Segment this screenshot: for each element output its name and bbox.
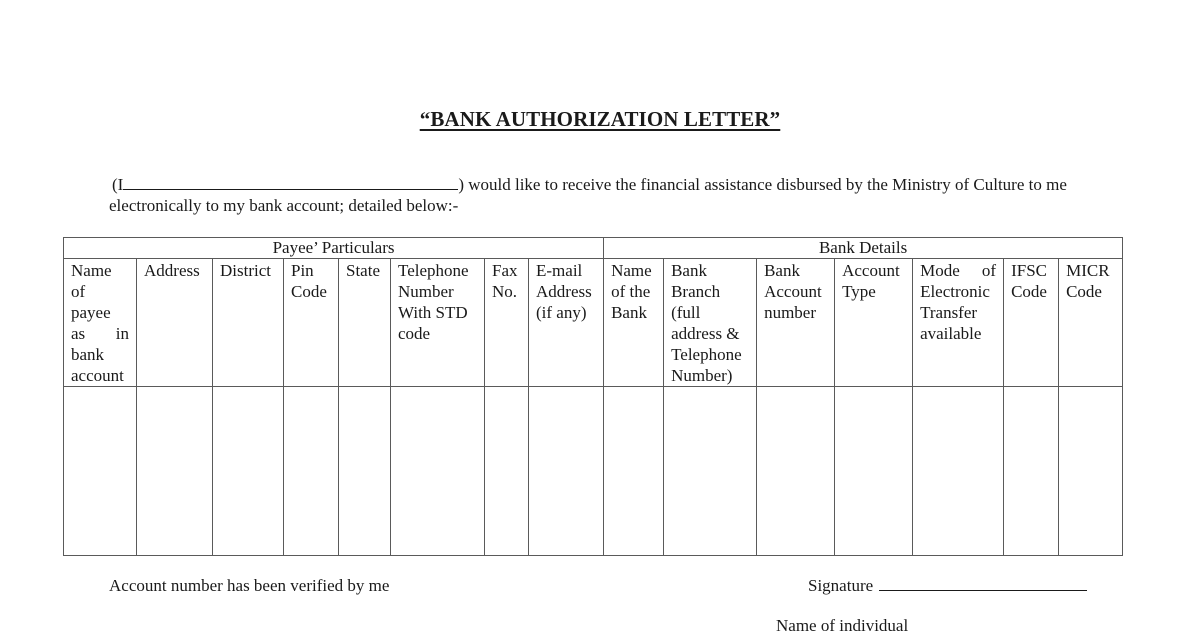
table-cell[interactable]: [137, 387, 213, 556]
column-header-transfer-mode: Mode of Electronic Transfer available: [913, 259, 1004, 387]
table-cell[interactable]: [485, 387, 529, 556]
column-header-telephone: Telephone Number With STD code: [391, 259, 485, 387]
column-header-bank-name: Name of the Bank: [604, 259, 664, 387]
table-cell[interactable]: [284, 387, 339, 556]
column-header-micr: MICR Code: [1059, 259, 1123, 387]
table-cell[interactable]: [1004, 387, 1059, 556]
column-header-account-type: Account Type: [835, 259, 913, 387]
table-cell[interactable]: [529, 387, 604, 556]
group-header-payee: Payee’ Particulars: [64, 238, 604, 259]
table-cell[interactable]: [604, 387, 664, 556]
column-header-fax: Fax No.: [485, 259, 529, 387]
table-cell[interactable]: [664, 387, 757, 556]
column-header-state: State: [339, 259, 391, 387]
column-header-payee-name: Name of payee as in bank account: [64, 259, 137, 387]
signature-line[interactable]: [879, 576, 1087, 591]
column-header-bank-branch: Bank Branch (full address & Telephone Number): [664, 259, 757, 387]
table-cell[interactable]: [391, 387, 485, 556]
intro-paragraph: [109, 174, 1099, 216]
name-of-individual-label: Name of individual: [776, 616, 909, 635]
signature-block: [808, 576, 1087, 596]
table-cell[interactable]: [757, 387, 835, 556]
column-header-email: E-mail Address (if any): [529, 259, 604, 387]
table-cell[interactable]: [835, 387, 913, 556]
table-cell[interactable]: [64, 387, 137, 556]
table-row: [64, 387, 1123, 556]
column-header-account-number: Bank Account number: [757, 259, 835, 387]
table-cell[interactable]: [339, 387, 391, 556]
column-header-ifsc: IFSC Code: [1004, 259, 1059, 387]
column-header-district: District: [213, 259, 284, 387]
signature-label: Signature: [808, 576, 874, 595]
column-header-address: Address: [137, 259, 213, 387]
intro-prefix: (I: [112, 175, 124, 194]
document-title: “BANK AUTHORIZATION LETTER”: [419, 107, 781, 131]
column-header-pin-code: Pin Code: [284, 259, 339, 387]
group-header-bank: Bank Details: [604, 238, 1123, 259]
intro-suffix: ) would like to receive the financial assistance disbursed by the Ministry of Culture to me electronically to my bank account; detailed below:-: [109, 175, 1067, 215]
table-cell[interactable]: [1059, 387, 1123, 556]
table-cell[interactable]: [913, 387, 1004, 556]
table-cell[interactable]: [213, 387, 284, 556]
bank-details-table: [63, 237, 1123, 556]
verification-statement: Account number has been verified by me: [109, 576, 390, 595]
name-blank-line: [123, 174, 458, 190]
